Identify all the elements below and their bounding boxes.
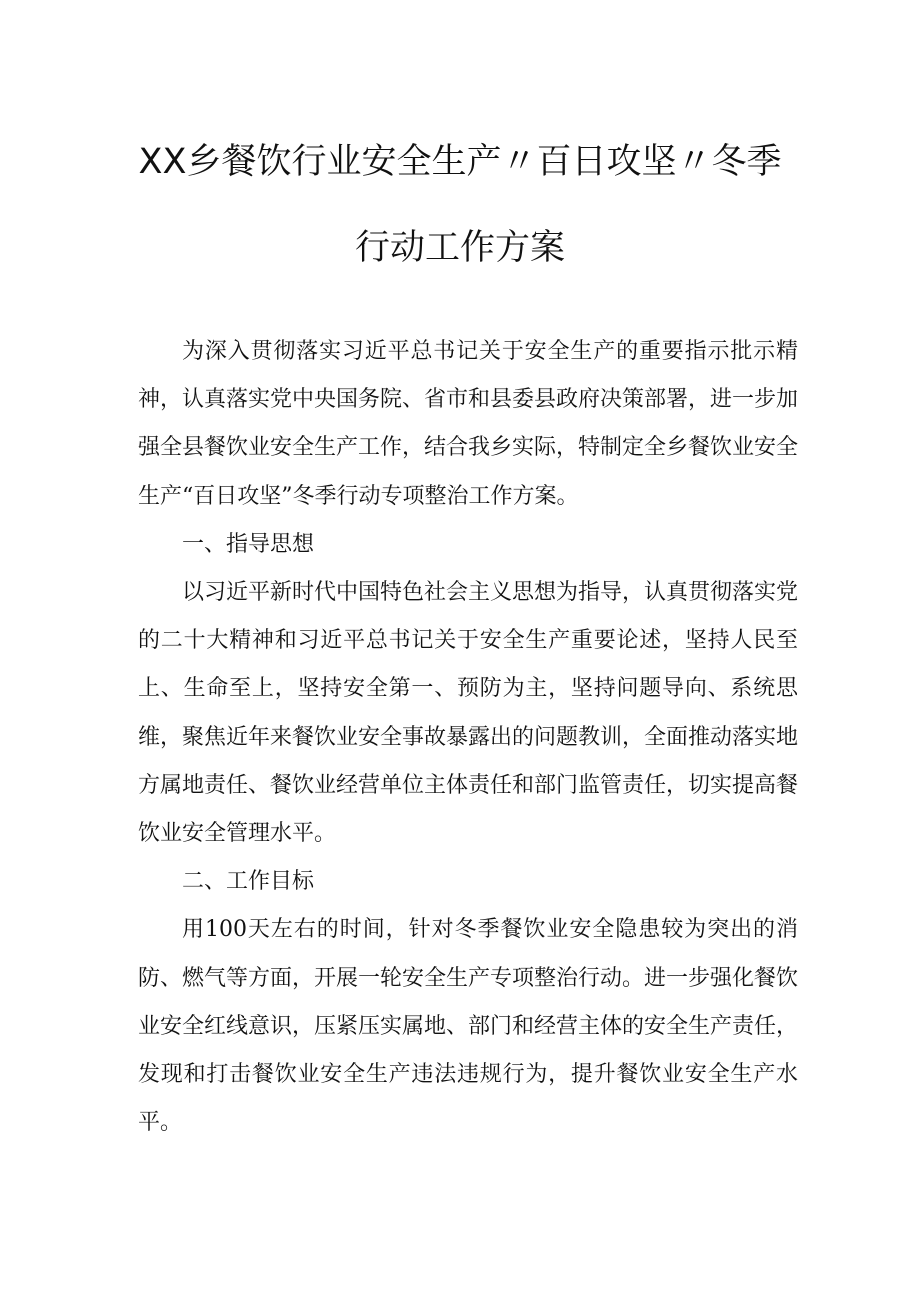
intro-paragraph: 为深入贯彻落实习近平总书记关于安全生产的重要指示批示精神，认真落实党中央国务院、省市和县委县政府决策部署，进一步加强全县餐饮业安全生产工作，结合我乡实际，特制定全乡餐饮业安全生产“百日攻坚”冬季行动专项整治工作方案。 (138, 339, 799, 509)
document-title-line-2: 行动工作方案 (354, 228, 565, 268)
section-2-paragraph: 用100天左右的时间，针对冬季餐饮业安全隐患较为突出的消防、燃气等方面，开展一轮安全生产专项整治行动。进一步强化餐饮业安全红线意识，压紧压实属地、部门和经营主体的安全生产责任，发现和打击餐饮业安全生产违法违规行为，提升餐饮业安全生产水平。 (138, 917, 799, 1136)
document-title-line-1: XX乡餐饮行业安全生产〃百日攻坚〃冬季 (138, 142, 782, 182)
section-1-paragraph: 以习近平新时代中国特色社会主义思想为指导，认真贯彻落实党的二十大精神和习近平总书记关于安全生产重要论述，坚持人民至上、生命至上，坚持安全第一、预防为主，坚持问题导向、系统思维，聚焦近年来餐饮业安全事故暴露出的问题教训，全面推动落实地方属地责任、餐饮业经营单位主体责任和部门监管责任，切实提高餐饮业安全管理水平。 (138, 580, 799, 847)
document-body (138, 328, 798, 1147)
section-2-heading: 二、工作目标 (182, 869, 315, 895)
section-1-heading: 一、指导思想 (182, 531, 315, 557)
